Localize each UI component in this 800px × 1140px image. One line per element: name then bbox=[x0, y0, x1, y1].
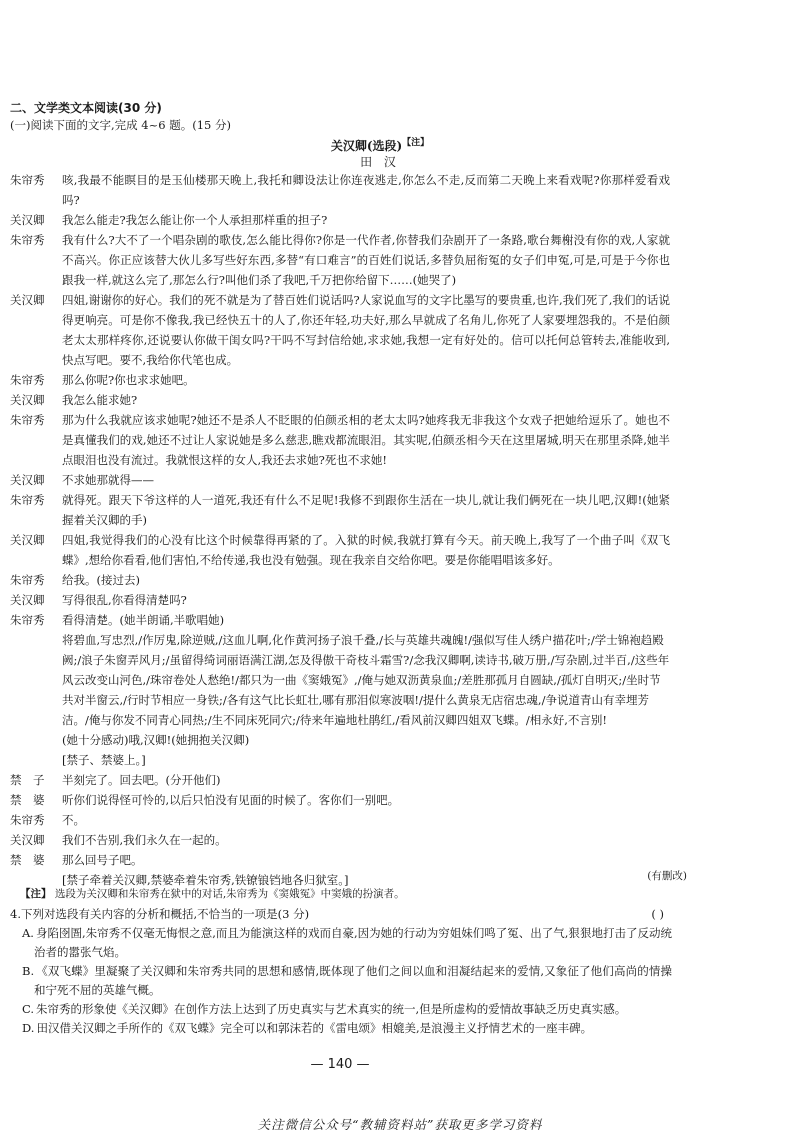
page-number: — 140 — bbox=[310, 1057, 370, 1072]
revision-note: (有删改) bbox=[647, 870, 687, 882]
dialogue-line bbox=[10, 370, 670, 390]
dialogue-line bbox=[10, 850, 670, 870]
dialogue-line bbox=[10, 230, 670, 290]
question-text: 4.下列对选段有关内容的分析和概括,不恰当的一项是(3 分) bbox=[10, 907, 310, 921]
dialogue-line bbox=[10, 470, 670, 490]
speech: 我怎么能走?我怎么能让你一个人承担那样重的担子? bbox=[62, 213, 328, 227]
dialogue-line bbox=[10, 210, 670, 230]
speaker: 朱帘秀 bbox=[10, 233, 45, 247]
dialogue-line bbox=[10, 610, 670, 630]
note-marker: 【注】 bbox=[402, 138, 430, 148]
speech: 我怎么能求她? bbox=[62, 393, 138, 407]
speech: 就得死。跟天下爷这样的人一道死,我还有什么不足呢!我修不到跟你生活在一块儿,就让我们俩死在一块儿吧,汉卿!(她紧握着关汉卿的手) bbox=[62, 493, 670, 527]
option-a[interactable] bbox=[10, 924, 672, 962]
option-text: 《双飞蝶》里凝聚了关汉卿和朱帘秀共同的思想和感情,既体现了他们之间以血和泪凝结起来的爱情,又象征了他们高尚的情操和宁死不屈的英雄气概。 bbox=[34, 964, 672, 997]
speech: 看得清楚。(她半朗诵,半歌唱她) bbox=[62, 613, 225, 627]
section-title: 二、文学类文本阅读(30 分) bbox=[10, 101, 162, 115]
speech: 那为什么我就应该求她呢?她还不是杀人不眨眼的伯颜丞相的老太太吗?她疼我无非我这个女戏子把她给逗乐了。她也不是真懂我们的戏,她还不过让人家说她是多么慈悲,瞧戏都流眼泪。其实呢,伯颜丞相今天在这里屠城,明天在那里杀降,她半点眼泪也没有流过。我就恨这样的女人,我还去求她?死也不求她! bbox=[62, 413, 670, 467]
answer-blank[interactable]: ( ) bbox=[651, 907, 664, 921]
speaker: 朱帘秀 bbox=[10, 573, 45, 587]
speech: 那么回号子吧。 bbox=[62, 853, 143, 867]
dialogue-line bbox=[10, 530, 670, 570]
speaker: 朱帘秀 bbox=[10, 413, 45, 427]
speech: 我们不告别,我们永久在一起的。 bbox=[62, 833, 227, 847]
speaker: 关汉卿 bbox=[10, 833, 45, 847]
dialogue-line bbox=[10, 170, 670, 210]
option-label: D. bbox=[22, 1021, 35, 1035]
stage-direction: (她十分感动)哦,汉卿!(她拥抱关汉卿) bbox=[62, 733, 250, 747]
speech: 听你们说得怪可怜的,以后只怕没有见面的时候了。客你们一别吧。 bbox=[62, 793, 400, 807]
speaker: 关汉卿 bbox=[10, 473, 45, 487]
speaker: 禁 婆 bbox=[10, 853, 45, 867]
option-c[interactable] bbox=[10, 1000, 672, 1019]
dialogue-line bbox=[10, 570, 670, 590]
speech: 不。 bbox=[62, 813, 85, 827]
option-text: 田汉借关汉卿之手所作的《双飞蝶》完全可以和郭沫若的《雷电颂》相媲美,是浪漫主义抒情艺术的一座丰碑。 bbox=[36, 1021, 593, 1035]
speaker: 禁 婆 bbox=[10, 793, 45, 807]
option-label: A. bbox=[22, 926, 34, 940]
song-lyrics: 将碧血,写忠烈,/作厉鬼,除逆贼,/这血儿啊,化作黄河扬子浪千叠,/长与英雄共魂魄!/强似写佳人绣户描花叶;/学士锦袍趋殿阙;/浪子朱窗弄风月;/虽留得绮词丽语满江湖,怎及得傲干奇枝斗霜雪?/念我汉卿啊,读诗书,破万册,/写杂剧,过半百,/这些年风云改变山河色,/珠帘卷处人愁绝!/都只为一曲《窦娥冤》,/俺与她双沥黄泉血;/差胜那孤月自圆缺,/孤灯自明灭;/坐时节共对半窗云,/行时节相应一身铁;/各有这气比长虹壮,哪有那泪似寒波咽!/提什么黄泉无店宿忠魂,/争说道青山有幸埋芳洁。/俺与你发不同青心同热;/生不同床死同穴;/待来年遍地杜鹃红,/看风前汉卿四姐双飞蝶。/相永好,不言别! bbox=[62, 633, 670, 727]
dialogue-line bbox=[10, 290, 670, 370]
speaker: 关汉卿 bbox=[10, 393, 45, 407]
stage-direction: [禁子牵着关汉卿,禁婆牵着朱帘秀,铁镣锒铛地各归狱室。] bbox=[62, 873, 349, 887]
speech: 给我。(接过去) bbox=[62, 573, 140, 587]
dialogue-line bbox=[10, 790, 670, 810]
dialogue-line bbox=[10, 410, 670, 470]
option-label: B. bbox=[22, 964, 35, 978]
speech: 咳,我最不能瞑目的是玉仙楼那天晚上,我托和卿设法让你连夜逃走,你怎么不走,反而第二天晚上来看戏呢?你那样爱看戏吗? bbox=[62, 173, 670, 207]
footer-watermark: 关注微信公众号“教辅资料站”获取更多学习资料 bbox=[257, 1117, 543, 1132]
footnote-label: 【注】 bbox=[20, 888, 52, 900]
option-d[interactable] bbox=[10, 1019, 672, 1038]
speaker: 朱帘秀 bbox=[10, 493, 45, 507]
question-stem bbox=[10, 905, 672, 924]
dialogue-block bbox=[10, 170, 670, 890]
author-name: 田 汉 bbox=[360, 155, 400, 169]
footnote bbox=[20, 886, 670, 901]
option-label: C. bbox=[22, 1002, 35, 1016]
speech: 四姐,谢谢你的好心。我们的死不就是为了替百姓们说话吗?人家说血写的文字比墨写的要贵重,也许,我们死了,我们的话说得更响亮。可是你不像我,我已经快五十的人了,你还年轻,功夫好,那么早就成了名角儿,你死了人家要埋怨我的。不是伯颜老太太那样疼你,还说要认你做干闺女吗?干吗不写封信给她,求求她,我想一定有好处的。信可以托何总管转去,准能收到,快点写吧。要不,我给你代笔也成。 bbox=[62, 293, 670, 367]
speech: 不求她那就得—— bbox=[62, 473, 154, 487]
play-title-text: 关汉卿(选段) bbox=[330, 139, 403, 153]
play-title bbox=[0, 135, 760, 154]
speaker: 朱帘秀 bbox=[10, 373, 45, 387]
speaker: 朱帘秀 bbox=[10, 613, 45, 627]
option-text: 身陷囹圄,朱帘秀不仅毫无悔恨之意,而且为能演这样的戏而自豪,因为她的行动为穷姐妹们鸣了冤、出了气,狠狠地打击了反动统治者的嚣张气焰。 bbox=[34, 926, 672, 959]
speaker: 关汉卿 bbox=[10, 533, 45, 547]
speech: 半刻完了。回去吧。(分开他们) bbox=[62, 773, 221, 787]
speech: 四姐,我觉得我们的心没有比这个时候靠得再紧的了。入狱的时候,我就打算有今天。前天晚上,我写了一个曲子叫《双飞蝶》,想给你看看,他们害怕,不给传递,我也没有勉强。现在我亲自交给你吧。要是你能唱唱该多好。 bbox=[62, 533, 670, 567]
dialogue-line bbox=[10, 390, 670, 410]
speaker: 关汉卿 bbox=[10, 213, 45, 227]
speaker: 关汉卿 bbox=[10, 593, 45, 607]
speaker: 朱帘秀 bbox=[10, 173, 45, 187]
footnote-text: 选段为关汉卿和朱帘秀在狱中的对话,朱帘秀为《窦娥冤》中窦娥的扮演者。 bbox=[54, 888, 405, 900]
stage-direction: [禁子、禁婆上。] bbox=[62, 753, 146, 767]
option-text: 朱帘秀的形象使《关汉卿》在创作方法上达到了历史真实与艺术真实的统一,但是所虚构的爱情故事缺乏历史真实感。 bbox=[36, 1002, 627, 1016]
dialogue-line bbox=[10, 490, 670, 530]
speaker: 朱帘秀 bbox=[10, 813, 45, 827]
dialogue-line bbox=[10, 590, 670, 610]
speaker: 禁 子 bbox=[10, 773, 45, 787]
dialogue-line bbox=[10, 830, 670, 850]
speech: 我有什么?大不了一个唱杂剧的歌伎,怎么能比得你?你是一代作者,你替我们杂剧开了一条路,歌台舞榭没有你的戏,人家就不高兴。你正应该替大伙儿多写些好东西,多替“有口难言”的百姓们说话,多替负屈衔冤的女子们申冤,可是,可是于今你也跟我一样,就这么完了,那怎么行?叫他们杀了我吧,千万把你给留下……(她哭了) bbox=[62, 233, 670, 287]
speech: 那么你呢?你也求求她吧。 bbox=[62, 373, 195, 387]
dialogue-line bbox=[10, 810, 670, 830]
dialogue-line bbox=[10, 770, 670, 790]
option-b[interactable] bbox=[10, 962, 672, 1000]
speaker: 关汉卿 bbox=[10, 293, 45, 307]
question-4 bbox=[10, 905, 672, 1038]
reading-instructions: (一)阅读下面的文字,完成 4~6 题。(15 分) bbox=[10, 118, 231, 132]
speech: 写得很乱,你看得清楚吗? bbox=[62, 593, 187, 607]
